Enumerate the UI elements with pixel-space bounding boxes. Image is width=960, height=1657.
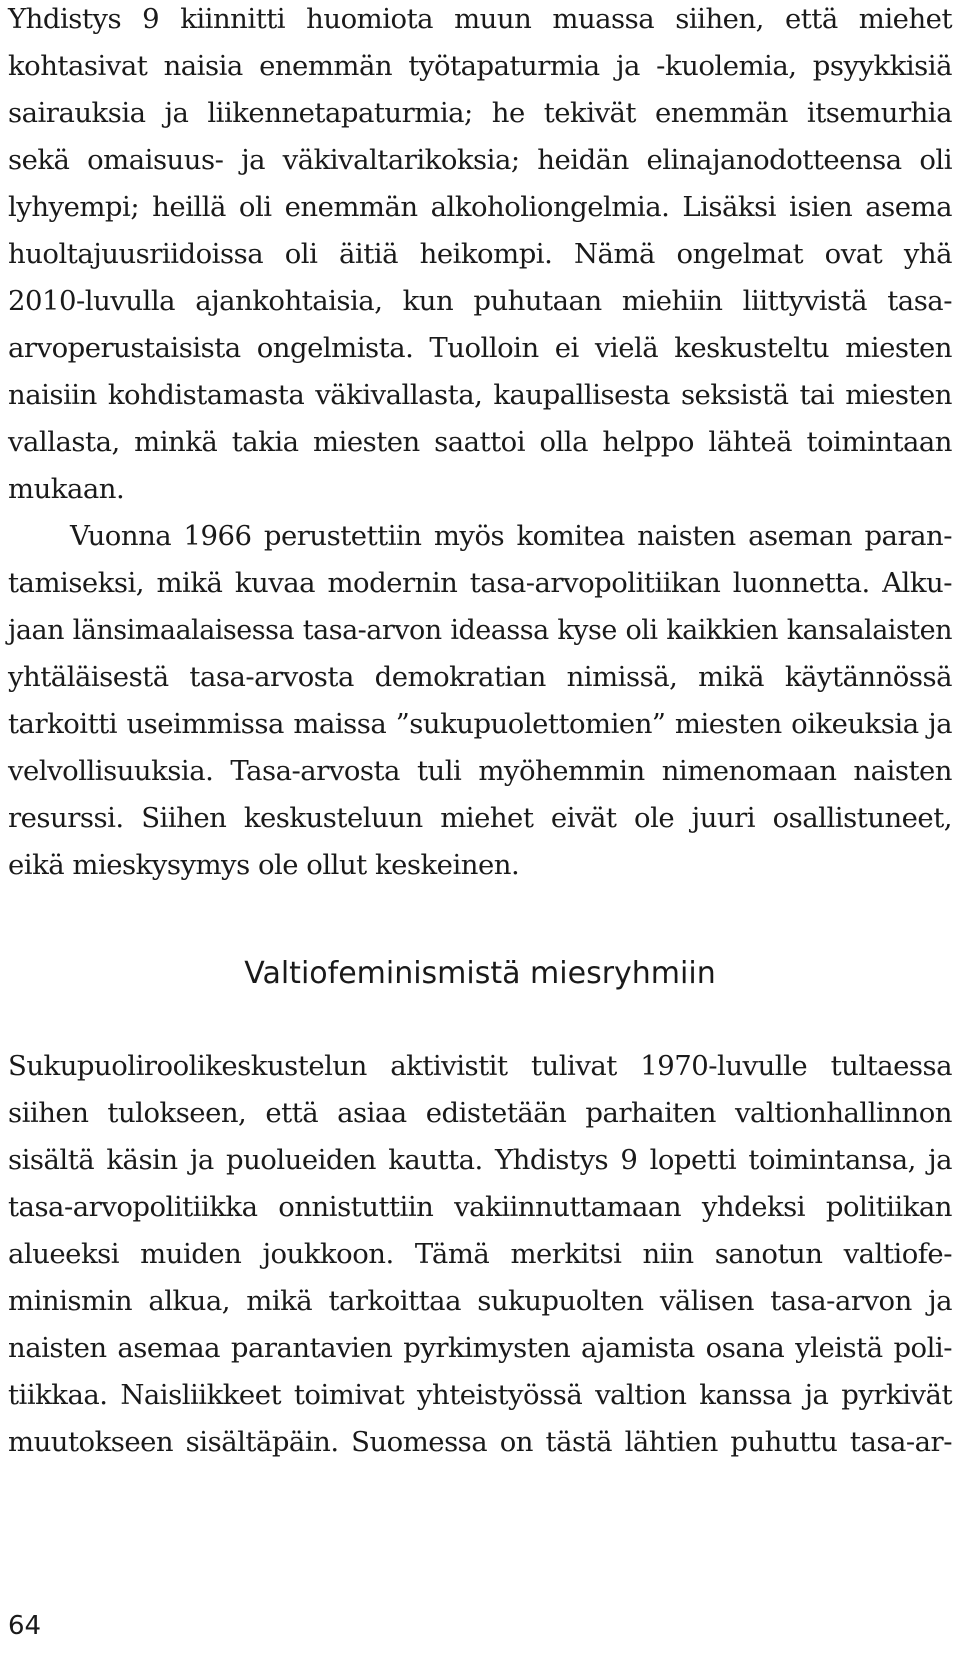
paragraph-line: muutokseen sisältäpäin. Suomessa on tästä lähtien puhuttu tasa-ar- (8, 1426, 952, 1458)
paragraph-line: sisältä käsin ja puolueiden kautta. Yhdistys 9 lopetti toimintansa, ja (8, 1144, 952, 1176)
paragraph-line: sekä omaisuus- ja väkivaltarikoksia; heidän elinajanodotteensa oli (8, 144, 952, 176)
paragraph-line: kohtasivat naisia enemmän työtapaturmia ja -kuolemia, psyykkisiä (8, 50, 952, 82)
paragraph-line: huoltajuusriidoissa oli äitiä heikompi. Nämä ongelmat ovat yhä (8, 238, 952, 270)
paragraph-line: Sukupuoliroolikeskustelun aktivistit tulivat 1970-luvulle tultaessa (8, 1050, 952, 1082)
paragraph-line: sairauksia ja liikennetapaturmia; he tekivät enemmän itsemurhia (8, 97, 952, 129)
paragraph-line: mukaan. (8, 473, 125, 505)
paragraph-line: resurssi. Siihen keskusteluun miehet eivät ole juuri osallistuneet, (8, 802, 952, 834)
paragraph-line: yhtäläisestä tasa-arvosta demokratian nimissä, mikä käytännössä (8, 661, 952, 693)
paragraph-line: arvoperustaisista ongelmista. Tuolloin ei vielä keskusteltu miesten (8, 332, 952, 364)
paragraph-line: tamiseksi, mikä kuvaa modernin tasa-arvopolitiikan luonnetta. Alku- (8, 567, 952, 599)
paragraph-line: alueeksi muiden joukkoon. Tämä merkitsi niin sanotun valtiofe- (8, 1238, 952, 1270)
paragraph-line: vallasta, minkä takia miesten saattoi olla helppo lähteä toimintaan (8, 426, 952, 458)
paragraph-line: lyhyempi; heillä oli enemmän alkoholiongelmia. Lisäksi isien asema (8, 191, 952, 223)
paragraph-line: velvollisuuksia. Tasa-arvosta tuli myöhemmin nimenomaan naisten (8, 755, 952, 787)
paragraph-line: jaan länsimaalaisessa tasa-arvon ideassa kyse oli kaikkien kansalaisten (8, 615, 952, 646)
paragraph-line: eikä mieskysymys ole ollut keskeinen. (8, 849, 520, 881)
section-heading: Valtiofeminismistä miesryhmiin (244, 956, 716, 991)
paragraph-line: siihen tulokseen, että asiaa edistetään parhaiten valtionhallinnon (8, 1097, 952, 1129)
paragraph-line: tasa-arvopolitiikka onnistuttiin vakiinnuttamaan yhdeksi politiikan (8, 1191, 952, 1223)
paragraph-line: minismin alkua, mikä tarkoittaa sukupuolten välisen tasa-arvon ja (8, 1285, 952, 1317)
page-number: 64 (8, 1611, 42, 1641)
paragraph-line: Vuonna 1966 perustettiin myös komitea naisten aseman paran- (70, 520, 952, 552)
paragraph-line: 2010-luvulla ajankohtaisia, kun puhutaan miehiin liittyvistä tasa- (8, 285, 952, 317)
paragraph-line: Yhdistys 9 kiinnitti huomiota muun muassa siihen, että miehet (8, 3, 952, 35)
paragraph-line: naisten asemaa parantavien pyrkimysten ajamista osana yleistä poli- (8, 1332, 952, 1364)
paragraph-line: tarkoitti useimmissa maissa ”sukupuolettomien” miesten oikeuksia ja (8, 708, 952, 740)
paragraph-line: naisiin kohdistamasta väkivallasta, kaupallisesta seksistä tai miesten (8, 379, 952, 411)
paragraph-line: tiikkaa. Naisliikkeet toimivat yhteistyössä valtion kanssa ja pyrkivät (8, 1379, 952, 1411)
